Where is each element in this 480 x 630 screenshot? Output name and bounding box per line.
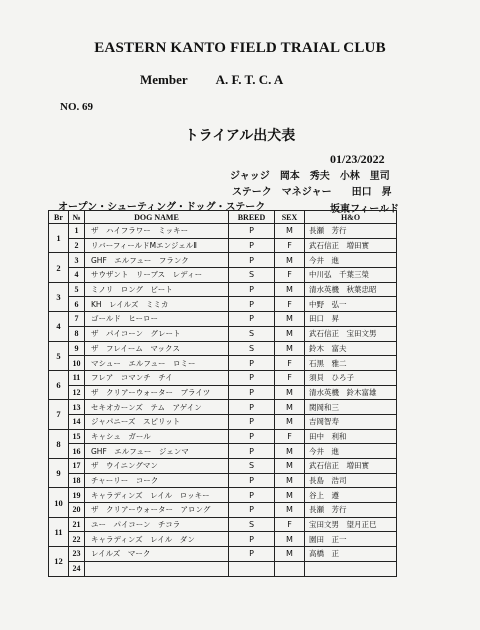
- handler-owner: 武石信正 宝田文男: [305, 326, 397, 341]
- handler-owner: 須貝 ひろ子: [305, 370, 397, 385]
- table-row: [49, 370, 397, 385]
- entry-number: 16: [69, 444, 85, 459]
- judges-label: ジャッジ: [230, 171, 270, 182]
- dog-name: キャラディンズ レイル ダン: [85, 532, 229, 547]
- table-row: [49, 341, 397, 356]
- breed: S: [229, 268, 275, 283]
- handler-owner: 長瀬 芳行: [305, 503, 397, 518]
- entry-number: 15: [69, 429, 85, 444]
- dog-name: ミノリ ロング ビート: [85, 282, 229, 297]
- breed: S: [229, 326, 275, 341]
- dog-name: マシュー エルフュー ロミー: [85, 356, 229, 371]
- table-row: [49, 282, 397, 297]
- breed: P: [229, 385, 275, 400]
- entry-number: 20: [69, 503, 85, 518]
- handler-owner: 園田 正一: [305, 532, 397, 547]
- entry-number: 13: [69, 400, 85, 415]
- breed: P: [229, 253, 275, 268]
- sex: M: [275, 532, 305, 547]
- dog-name: ザ フレイーム マックス: [85, 341, 229, 356]
- breed: P: [229, 429, 275, 444]
- breed: P: [229, 297, 275, 312]
- dog-name: リバーフィールドMエンジェルⅡ: [85, 238, 229, 253]
- steward-label: ステーク マネジャー: [232, 187, 332, 198]
- entry-number: 3: [69, 253, 85, 268]
- dog-name: キャラディンズ レイル ロッキー: [85, 488, 229, 503]
- table-row: [49, 503, 397, 518]
- sex: M: [275, 503, 305, 518]
- header-ho: H&O: [305, 211, 397, 224]
- dog-name: GHF エルフュー ジェンマ: [85, 444, 229, 459]
- handler-owner: 石黒 雅二: [305, 356, 397, 371]
- brace-number: 6: [49, 370, 69, 399]
- breed: [229, 561, 275, 576]
- table-row: [49, 253, 397, 268]
- sex: M: [275, 385, 305, 400]
- sex: M: [275, 473, 305, 488]
- table-row: [49, 400, 397, 415]
- sex: F: [275, 370, 305, 385]
- table-row: [49, 356, 397, 371]
- sex: M: [275, 224, 305, 239]
- breed: P: [229, 356, 275, 371]
- entry-number: 18: [69, 473, 85, 488]
- sex: M: [275, 488, 305, 503]
- member-org: A. F. T. C. A: [215, 72, 284, 87]
- entry-number: 14: [69, 414, 85, 429]
- table-row: [49, 532, 397, 547]
- entry-number: 8: [69, 326, 85, 341]
- dog-name: ザ クリアーウォーター アロング: [85, 503, 229, 518]
- judge-1: 岡本 秀夫: [279, 171, 330, 182]
- breed: S: [229, 341, 275, 356]
- sex: M: [275, 414, 305, 429]
- brace-number: 4: [49, 312, 69, 341]
- entry-table: [48, 210, 397, 577]
- table-row: [49, 473, 397, 488]
- dog-name: ザ ウイニングマン: [85, 459, 229, 474]
- entry-number: 17: [69, 459, 85, 474]
- sex: F: [275, 356, 305, 371]
- brace-number: 1: [49, 224, 69, 253]
- sex: F: [275, 297, 305, 312]
- dog-name: フレア コマンチ チイ: [85, 370, 229, 385]
- trial-number: NO. 69: [60, 101, 93, 113]
- dog-name: キャシュ ガール: [85, 429, 229, 444]
- table-row: [49, 238, 397, 253]
- table-row: [49, 547, 397, 562]
- brace-number: 8: [49, 429, 69, 458]
- breed: P: [229, 224, 275, 239]
- entry-number: 1: [69, 224, 85, 239]
- table-row: [49, 517, 397, 532]
- sex: F: [275, 238, 305, 253]
- member-label: Member: [140, 72, 188, 87]
- breed: P: [229, 400, 275, 415]
- sex: F: [275, 517, 305, 532]
- handler-owner: 田中 利和: [305, 429, 397, 444]
- brace-number: 5: [49, 341, 69, 370]
- entry-number: 19: [69, 488, 85, 503]
- dog-name: レイルズ マーク: [85, 547, 229, 562]
- breed: P: [229, 312, 275, 327]
- table-row: [49, 385, 397, 400]
- breed: P: [229, 503, 275, 518]
- entry-number: 6: [69, 297, 85, 312]
- header-breed: BREED: [229, 211, 275, 224]
- handler-owner: 長瀬 芳行: [305, 224, 397, 239]
- breed: P: [229, 238, 275, 253]
- sex: M: [275, 326, 305, 341]
- handler-owner: 鈴木 富夫: [305, 341, 397, 356]
- breed: S: [229, 517, 275, 532]
- table-row: [49, 312, 397, 327]
- entry-number: 5: [69, 282, 85, 297]
- entry-number: 11: [69, 370, 85, 385]
- steward-name: 田口 昇: [351, 187, 392, 198]
- dog-name: ゴールド ヒーロー: [85, 312, 229, 327]
- handler-owner: 田口 昇: [305, 312, 397, 327]
- field-name: 坂東フィールド: [330, 204, 399, 215]
- handler-owner: 宝田文男 望月正巳: [305, 517, 397, 532]
- steward-line: [232, 183, 392, 198]
- sex: M: [275, 459, 305, 474]
- handler-owner: 吉岡智寿: [305, 414, 397, 429]
- judges-line: [230, 167, 390, 182]
- brace-number: 9: [49, 459, 69, 488]
- entry-number: 2: [69, 238, 85, 253]
- sex: M: [275, 312, 305, 327]
- entry-number: 23: [69, 547, 85, 562]
- dog-name: セキオカーンズ テム アゲイン: [85, 400, 229, 415]
- sex: M: [275, 444, 305, 459]
- dog-name: ジャパニーズ スピリット: [85, 414, 229, 429]
- table-header-row: [49, 211, 397, 224]
- table-row: [49, 561, 397, 576]
- sex: M: [275, 400, 305, 415]
- trial-date: 01/23/2022: [330, 152, 385, 166]
- entry-number: 10: [69, 356, 85, 371]
- table-row: [49, 429, 397, 444]
- handler-owner: 谷上 遵: [305, 488, 397, 503]
- table-row: [49, 414, 397, 429]
- brace-number: 10: [49, 488, 69, 517]
- handler-owner: 今井 進: [305, 444, 397, 459]
- breed: P: [229, 444, 275, 459]
- breed: S: [229, 459, 275, 474]
- table-row: [49, 444, 397, 459]
- judge-2: 小林 里司: [339, 171, 390, 182]
- breed: P: [229, 473, 275, 488]
- handler-owner: 長島 浩司: [305, 473, 397, 488]
- dog-name: ユー パイコーン チコラ: [85, 517, 229, 532]
- breed: P: [229, 547, 275, 562]
- sex: M: [275, 341, 305, 356]
- sex: M: [275, 282, 305, 297]
- handler-owner: 中川弘 千葉三榮: [305, 268, 397, 283]
- entry-number: 21: [69, 517, 85, 532]
- entry-number: 4: [69, 268, 85, 283]
- breed: P: [229, 532, 275, 547]
- header-br: Br: [49, 211, 69, 224]
- handler-owner: 今井 進: [305, 253, 397, 268]
- entry-number: 7: [69, 312, 85, 327]
- brace-number: 11: [49, 517, 69, 546]
- handler-owner: 武石信正 増田實: [305, 238, 397, 253]
- brace-number: 2: [49, 253, 69, 282]
- breed: P: [229, 488, 275, 503]
- brace-number: 12: [49, 547, 69, 576]
- table-row: [49, 224, 397, 239]
- dog-name: ザ クリアーウォーター ブライツ: [85, 385, 229, 400]
- dog-name: ザ ハイフラワー ミッキー: [85, 224, 229, 239]
- handler-owner: 清水英機 鈴木富雄: [305, 385, 397, 400]
- dog-name: チャーリー コーク: [85, 473, 229, 488]
- club-title: EASTERN KANTO FIELD TRAIAL CLUB: [94, 40, 386, 56]
- stake-name: オープン・シューティング・ドッグ・ステーク: [58, 202, 266, 213]
- table-row: [49, 326, 397, 341]
- header-dog-name: DOG NAME: [85, 211, 229, 224]
- table-row: [49, 268, 397, 283]
- handler-owner: 中野 弘一: [305, 297, 397, 312]
- handler-owner: 関岡和三: [305, 400, 397, 415]
- dog-name: [85, 561, 229, 576]
- sex: F: [275, 268, 305, 283]
- sex: M: [275, 253, 305, 268]
- handler-owner: 武石信正 増田實: [305, 459, 397, 474]
- handler-owner: 清水英機 秋葉忠昭: [305, 282, 397, 297]
- entry-number: 22: [69, 532, 85, 547]
- breed: P: [229, 370, 275, 385]
- dog-name: GHF エルフュー フランク: [85, 253, 229, 268]
- table-row: [49, 459, 397, 474]
- dog-name: ザ パイコーン グレート: [85, 326, 229, 341]
- breed: P: [229, 414, 275, 429]
- table-row: [49, 488, 397, 503]
- entry-number: 9: [69, 341, 85, 356]
- sex: M: [275, 547, 305, 562]
- dog-name: サウザント リーブス レディー: [85, 268, 229, 283]
- table-row: [49, 297, 397, 312]
- brace-number: 7: [49, 400, 69, 429]
- dog-name: KH レイルズ ミミカ: [85, 297, 229, 312]
- entry-number: 24: [69, 561, 85, 576]
- sex: [275, 561, 305, 576]
- brace-number: 3: [49, 282, 69, 311]
- header-no: №: [69, 211, 85, 224]
- handler-owner: 高橋 正: [305, 547, 397, 562]
- entry-number: 12: [69, 385, 85, 400]
- document-title: トライアル出犬表: [184, 128, 296, 144]
- header-sex: SEX: [275, 211, 305, 224]
- member-line: [140, 72, 311, 88]
- handler-owner: [305, 561, 397, 576]
- breed: P: [229, 282, 275, 297]
- sex: F: [275, 429, 305, 444]
